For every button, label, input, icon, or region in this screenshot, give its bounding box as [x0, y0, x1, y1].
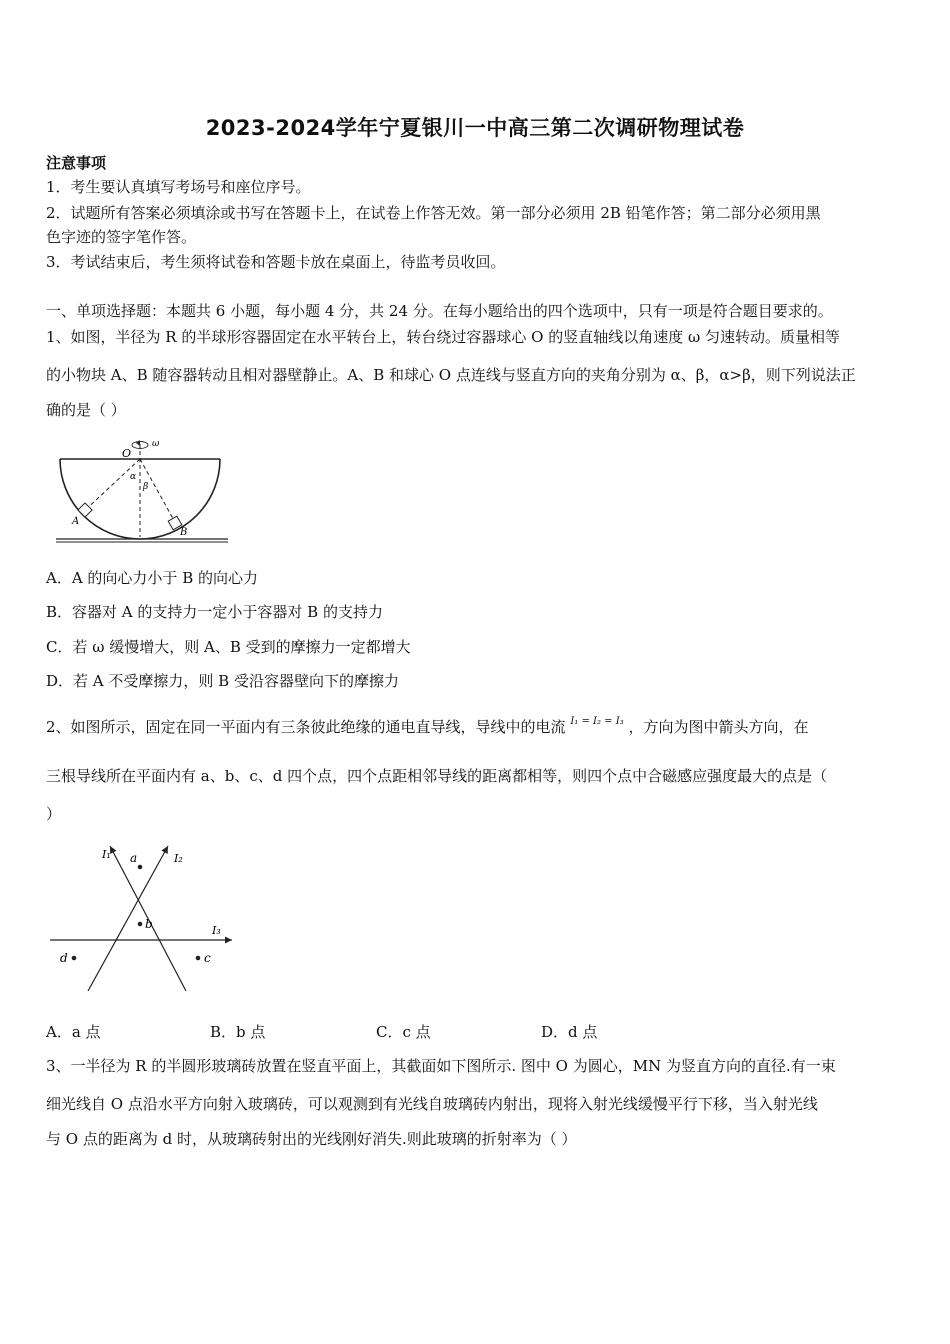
omega-label: ω	[152, 439, 160, 449]
notice-heading: 注意事项	[46, 154, 107, 172]
center-o-label: O	[122, 447, 132, 460]
beta-label: β	[143, 482, 149, 492]
point-c-label: c	[204, 951, 211, 965]
point-a-label: a	[130, 851, 138, 865]
option-c[interactable]: C．c 点	[376, 1023, 431, 1041]
point-b-label: b	[145, 917, 153, 931]
i3-label: I₃	[212, 924, 221, 937]
option-d[interactable]: D．d 点	[541, 1023, 598, 1041]
question-3-text: 与 O 点的距离为 d 时，从玻璃砖射出的光线刚好消失.则此玻璃的折射率为（ ）	[46, 1130, 577, 1148]
question-3-text: 细光线自 O 点沿水平方向射入玻璃砖，可以观测到有光线自玻璃砖内射出，现将入射光线缓慢平行下移，当入射光线	[46, 1095, 818, 1113]
question-3-text: 3、一半径为 R 的半圆形玻璃砖放置在竖直平面上，其截面如下图所示. 图中 O 为圆心，MN 为竖直方向的直径.有一束	[46, 1057, 836, 1075]
option-c[interactable]: C．若 ω 缓慢增大，则 A、B 受到的摩擦力一定都增大	[46, 638, 411, 656]
question-1-text: 确的是（ ）	[46, 401, 126, 419]
option-a[interactable]: A．A 的向心力小于 B 的向心力	[46, 569, 258, 587]
i1-label: I₁	[102, 848, 111, 861]
option-b[interactable]: B．容器对 A 的支持力一定小于容器对 B 的支持力	[46, 603, 383, 621]
alpha-label: α	[130, 472, 137, 482]
point-d-label: d	[60, 951, 68, 965]
question-1-text: 1、如图，半径为 R 的半球形容器固定在水平转台上，转台绕过容器球心 O 的竖直轴线以角速度 ω 匀速转动。质量相等	[46, 328, 840, 346]
block-a-label: A	[72, 516, 80, 527]
hemisphere-figure	[52, 432, 232, 548]
i2-label: I₂	[174, 852, 183, 865]
option-a[interactable]: A．a 点	[46, 1023, 101, 1041]
question-1-text: 的小物块 A、B 随容器转动且相对器壁静止。A、B 和球心 O 点连线与竖直方向的夹角分别为 α、β，α>β，则下列说法正	[46, 366, 856, 384]
notice-item: 3．考试结束后，考生须将试卷和答题卡放在桌面上，待监考员收回。	[46, 253, 506, 271]
page-title: 2023-2024学年宁夏银川一中高三第二次调研物理试卷	[205, 116, 745, 140]
option-b[interactable]: B．b 点	[210, 1023, 266, 1041]
notice-item: 色字迹的签字笔作答。	[46, 228, 197, 246]
question-2-text	[46, 716, 906, 741]
section-heading: 一、单项选择题：本题共 6 小题，每小题 4 分，共 24 分。在每小题给出的四个选项中，只有一项是符合题目要求的。	[46, 302, 833, 320]
question-2-part: 2、如图所示，固定在同一平面内有三条彼此绝缘的通电直导线，导线中的电流	[46, 718, 566, 736]
wires-figure	[46, 836, 242, 996]
current-formula: I₁ = I₂ = I₃	[570, 716, 624, 727]
question-2-part: ，方向为图中箭头方向，在	[628, 718, 809, 736]
option-d[interactable]: D．若 A 不受摩擦力，则 B 受沿容器壁向下的摩擦力	[46, 672, 399, 690]
notice-item: 1．考生要认真填写考场号和座位序号。	[46, 178, 311, 196]
question-2-text: ）	[46, 805, 62, 823]
block-b-label: B	[180, 527, 188, 538]
notice-item: 2．试题所有答案必须填涂或书写在答题卡上，在试卷上作答无效。第一部分必须用 2B 铅笔作答；第二部分必须用黑	[46, 204, 821, 222]
question-2-text: 三根导线所在平面内有 a、b、c、d 四个点，四个点距相邻导线的距离都相等，则四个点中合磁感应强度最大的点是（	[46, 767, 828, 785]
